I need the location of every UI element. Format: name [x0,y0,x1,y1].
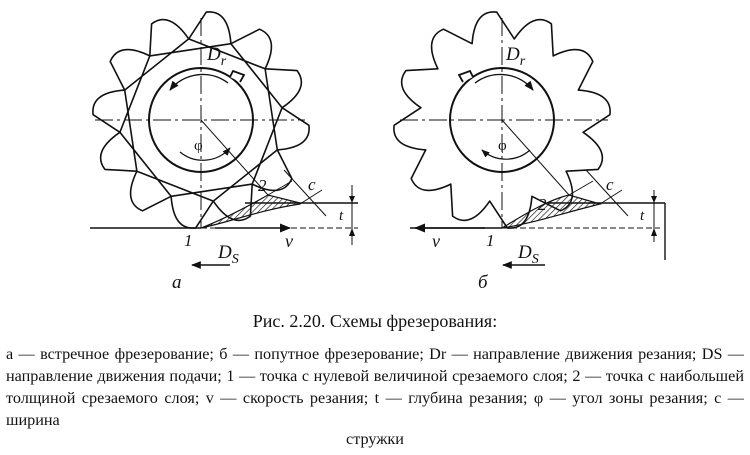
caption-title: Рис. 2.20. Схемы фрезерования: [252,311,498,331]
label-point-2-b: 2 [538,195,547,214]
panel-letter-b: б [478,272,488,293]
label-c-a: c [308,175,316,194]
panel-b [394,12,665,293]
label-dr-a: $D_r$ [207,44,227,69]
t-arrow-top-b [651,196,657,203]
label-c-b: c [606,175,614,194]
label-phi-b: φ [498,138,507,154]
label-t-b: t [640,208,645,224]
label-ds-b: $D_S$ [518,242,539,267]
label-v-b: v [432,231,440,251]
label-point-1-b: 1 [486,231,495,250]
caption-tail: стружки [346,430,404,448]
label-t-a: t [339,208,344,224]
label-point-2-a: 2 [258,176,267,195]
label-v-a: v [285,231,293,251]
label-ds-a: $D_S$ [218,242,239,267]
label-phi-a: φ [194,138,203,154]
panel-a [90,12,358,293]
t-arrow-bot-a [349,228,355,236]
label-dr-b: $D_r$ [506,44,526,69]
label-point-1-a: 1 [184,231,193,250]
c-dim-a [284,170,326,216]
t-arrow-bot-b [651,228,657,236]
panel-letter-a: а [172,272,182,293]
t-arrow-top-a [349,196,355,203]
caption-body: а — встречное фрезерование; б — попутное фрезерование; Dr — направление движения резания; DS — направление движения подачи; 1 — точка с нулевой величиной срезаемого слоя; 2 — точка с наибольшей толщиной срезаемого слоя; v — скорость резания; t — глубина резания; φ — угол зоны резания; c — ширина [6,345,744,429]
